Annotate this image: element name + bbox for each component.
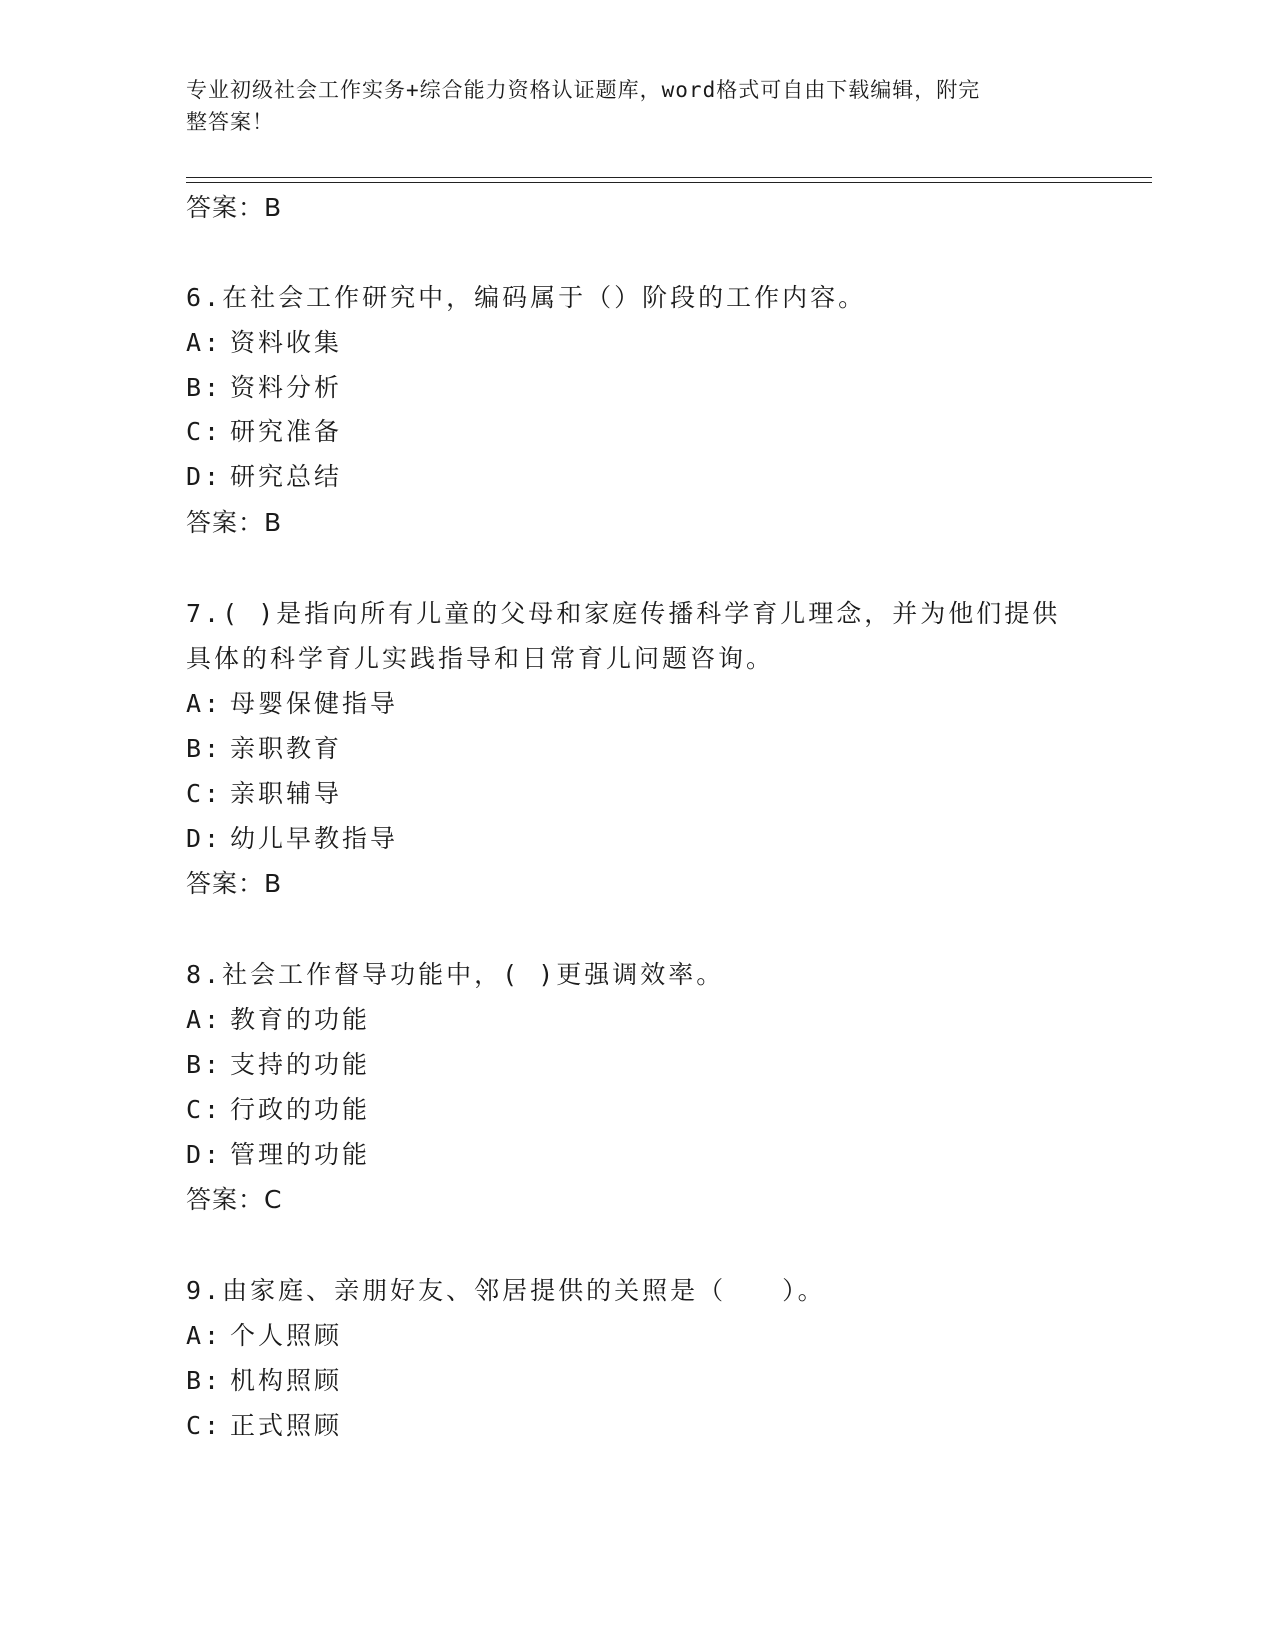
answer-line (186, 192, 282, 224)
option-letter: B: (186, 734, 223, 763)
option-text: 正式照顾 (230, 1411, 343, 1440)
question-stem: 7.( )是指向所有儿童的父母和家庭传播科学育儿理念，并为他们提供 (186, 599, 1061, 628)
option-c (186, 778, 342, 810)
question-stem: 6.在社会工作研究中，编码属于（）阶段的工作内容。 (186, 283, 867, 312)
option-letter: A: (186, 1005, 223, 1034)
option-text: 资料分析 (230, 373, 343, 402)
answer-label: 答案： (186, 193, 265, 222)
option-c (186, 416, 342, 448)
option-a (186, 1320, 342, 1352)
option-d (186, 823, 398, 855)
answer-value: B (264, 508, 283, 537)
option-letter: C: (186, 1411, 223, 1440)
option-b (186, 1365, 342, 1397)
header-rule-bottom (186, 182, 1152, 183)
option-text: 支持的功能 (230, 1050, 371, 1079)
option-text: 研究准备 (230, 417, 343, 446)
option-b (186, 1049, 370, 1081)
option-d (186, 461, 342, 493)
option-letter: C: (186, 417, 223, 446)
option-letter: A: (186, 1321, 223, 1350)
header-line-2: 整答案！ (186, 110, 274, 134)
header-rule-top (186, 177, 1152, 178)
option-text: 管理的功能 (230, 1140, 371, 1169)
question-stem: 9.由家庭、亲朋好友、邻居提供的关照是（ ）。 (186, 1276, 826, 1305)
option-text: 教育的功能 (230, 1005, 371, 1034)
option-letter: C: (186, 779, 223, 808)
option-letter: D: (186, 824, 223, 853)
option-letter: A: (186, 689, 223, 718)
option-text: 研究总结 (230, 462, 343, 491)
page-header (186, 74, 1086, 138)
option-text: 幼儿早教指导 (230, 824, 399, 853)
answer-label: 答案： (186, 869, 265, 898)
option-d (186, 1139, 370, 1171)
option-c (186, 1094, 370, 1126)
option-c (186, 1410, 342, 1442)
option-letter: B: (186, 373, 223, 402)
option-text: 行政的功能 (230, 1095, 371, 1124)
option-text: 机构照顾 (230, 1366, 343, 1395)
option-letter: C: (186, 1095, 223, 1124)
answer-value: B (264, 193, 283, 222)
answer-line (186, 868, 282, 900)
answer-label: 答案： (186, 508, 265, 537)
option-letter: D: (186, 1140, 223, 1169)
option-a (186, 1004, 370, 1036)
answer-label: 答案： (186, 1185, 265, 1214)
option-letter: D: (186, 462, 223, 491)
option-letter: B: (186, 1366, 223, 1395)
option-text: 亲职教育 (230, 734, 343, 763)
header-line-1: 专业初级社会工作实务+综合能力资格认证题库，word格式可自由下载编辑，附完 (186, 78, 981, 102)
option-b (186, 372, 342, 404)
option-text: 母婴保健指导 (230, 689, 399, 718)
option-text: 亲职辅导 (230, 779, 343, 808)
answer-value: C (264, 1185, 283, 1214)
option-letter: A: (186, 328, 223, 357)
answer-value: B (264, 869, 283, 898)
answer-line (186, 507, 282, 539)
option-text: 资料收集 (230, 328, 343, 357)
option-b (186, 733, 342, 765)
option-a (186, 688, 398, 720)
question-stem-continued: 具体的科学育儿实践指导和日常育儿问题咨询。 (186, 644, 775, 673)
option-text: 个人照顾 (230, 1321, 343, 1350)
option-a (186, 327, 342, 359)
answer-line (186, 1184, 282, 1216)
option-letter: B: (186, 1050, 223, 1079)
question-stem: 8.社会工作督导功能中，( )更强调效率。 (186, 960, 725, 989)
